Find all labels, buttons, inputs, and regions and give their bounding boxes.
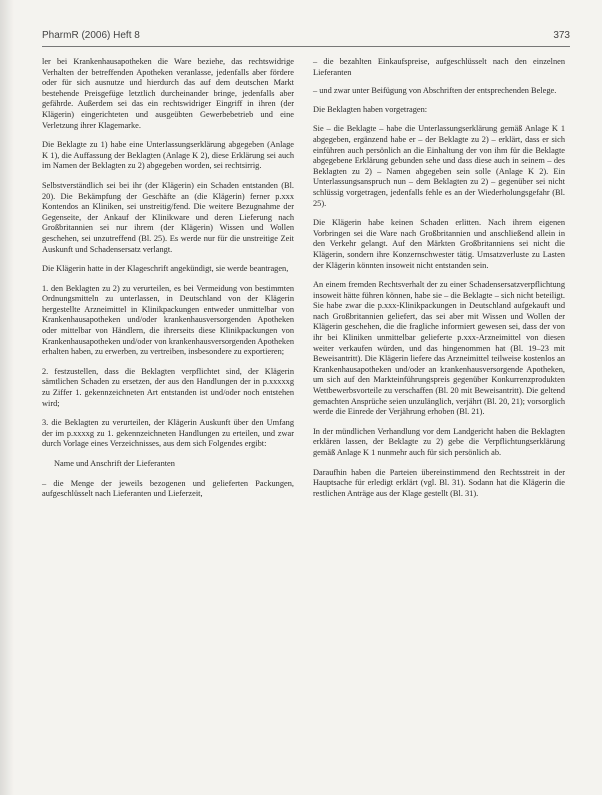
scan-edge-shadow [0,0,14,795]
paragraph: Daraufhin haben die Parteien übereinstimmend den Rechtsstreit in der Hauptsache für erledigt erklärt (vgl. Bl. 31). Sodann hat die Klägerin die restlichen Anträge aus der Klage gestellt (Bl. 31). [313,467,565,498]
claim-item-2: 2. festzustellen, dass die Beklagten verpflichtet sind, der Klägerin sämtlichen Schaden zu ersetzen, der aus den Handlungen der in p.xxxxxg zu Ziffer 1. gekennzeichneten Art entstanden ist und/oder noch entstehen wird; [42,366,294,408]
paragraph: Die Beklagte zu 1) habe eine Unterlassungserklärung abgegeben (Anlage K 1), die Auffassung der Beklagten (Anlage K 2), diese Erklärung sei auch im Namen der Beklagten zu 2) abgegeben worden, sei rechtsirrig. [42,140,294,171]
paragraph: Sie – die Beklagte – habe die Unterlassungserklärung gemäß Anlage K 1 abgegeben, ergänzend habe er – der Beklagte zu 2) – erklärt, dass er sich einführen auch persönlich an die Einhaltung der von ihm für die Beklagte abgegebene Erklärung gebunden sehe und dass diese auch in seinem – des Beklagten zu 2) – Namen abgegeben sein solle (Anlage K 2). Ein Unterlassungsanspruch nun – dem Beklagten zu 2) – gegenüber sei nicht schlüssig vorgetragen, jedenfalls fehle es an der Wiederholungsgefahr (Bl. 25). [313,124,565,208]
paragraph: An einem fremden Rechtsverhalt der zu einer Schadensersatzverpflichtung insoweit hätte führen können, habe sie – die Beklagte – sich nicht beteiligt. Sie habe zwar die p.xxx-Klinikpackungen in Deutschland aufgekauft und nach Großbritannien geliefert, das sei aber mit Wissen und Wollen der Klägerin geschehen, die die fragliche informiert gewesen sei, dass der von ihr bei Kliniken unmittelbar gelieferte p.xxx-Arzneimittel von diesen weiter verkaufen würden, und das hingenommen hat (Bl. 19–23 mit Beweisantritt). Die Klägerin liefere das Arzneimittel teilweise kostenlos an Krankenhausapotheken und/oder an krankenhausversorgende Apotheken, um sich auf den Markteinführungspreis gegenüber Konkurrenzprodukten Wettbewerbsvorteile zu verschaffen (Bl. 20 mit Beweisantritt). Die geltend gemachten Ansprüche seien unzulänglich, verjährt (Bl. 20, 21); vorsorglich werde die Einrede der Verjährung erhoben (Bl. 21). [313,280,565,417]
dash-item: – die Menge der jeweils bezogenen und gelieferten Packungen, aufgeschlüsselt nach Lieferanten und Lieferzeit, [42,478,294,499]
claim-item-3: 3. die Beklagten zu verurteilen, der Klägerin Auskunft über den Umfang der im p.xxxxg zu 1. gekennzeichneten Handlungen zu erteilen, und zwar durch Vorlage eines Verzeichnisses, aus dem sich Folgendes ergibt: [42,418,294,449]
page-header [42,30,570,46]
paragraph: ler bei Krankenhausapotheken die Ware beziehe, das rechtswidrige Verhalten der betreffenden Apotheken veranlasse, jedenfalls aber fördere oder für sich ausnutze und hierdurch das auf dem deutschen Markt bestehende Preisgefüge letztlich durcheinander bringe, jedenfalls aber gefährde. Außerdem sei das ein rechtswidriger Eingriff in ihren (der Klägerin) eingerichteten und ausgeübten Gewerbebetrieb und eine Verletzung ihrer Klagemarke. [42,57,294,130]
paragraph: Die Klägerin habe keinen Schaden erlitten. Nach ihrem eigenen Vorbringen sei die Ware nach Großbritannien und anschließend allein in den Verkehr gelangt. Auf den Märkten Großbritanniens sei nicht die Klägerin, sondern ihre Konzernschwester tätig. Umsatzverluste zu Lasten der Klägerin könnten insoweit nicht entstanden sein. [313,218,565,270]
paragraph: Die Beklagten haben vorgetragen: [313,104,428,114]
paragraph: Die Klägerin hatte in der Klageschrift angekündigt, sie werde beantragen, [42,264,289,274]
header-rule [42,46,570,47]
left-column [42,57,294,508]
right-column [313,57,565,508]
list-heading: Name und Anschrift der Lieferanten [54,459,175,468]
paragraph: Selbstverständlich sei bei ihr (der Klägerin) ein Schaden entstanden (Bl. 20). Die Bekämpfung der Geschäfte an (die Klägerin) ferner p.xxx Kontendos an Kliniken, sei unstreitig/fend. Die weitere Bezugnahme der Gegenseite, der Ankauf der Klinikware und deren Lieferung nach Großbritannien sei nur ihrem (der Klägerin) Wissen und Wollen geschehen, sei unzutreffend (Bl. 25). Es werde nur für die unstreitige Zeit Auskunft und Schadensersatz verlangt. [42,180,294,254]
dash-item: – die bezahlten Einkaufspreise, aufgeschlüsselt nach den einzelnen Lieferanten [313,57,565,77]
claim-item-1: 1. den Beklagten zu 2) zu verurteilen, es bei Vermeidung von bestimmten Ordnungsmitteln zu unterlassen, in Deutschland von der Klägerin hergestellte Arzneimittel in Klinikpackungen entweder unmittelbar von Krankenhausapotheken und/oder krankenhausversorgenden Apotheken oder mittelbar von Händlern, die ihrerseits diese Klinikpackungen von Krankenhausapotheken und/oder von krankenhausversorgenden Apotheken erhalten haben, zu erwerben, zu vertreiben, insbesondere zu exportieren; [42,283,294,357]
dash-item: – und zwar unter Beifügung von Abschriften der entsprechenden Belege. [313,86,557,96]
journal-title: PharmR (2006) Heft 8 [42,30,140,41]
page-number: 373 [553,30,570,41]
paragraph: In der mündlichen Verhandlung vor dem Landgericht haben die Beklagten erklären lassen, der Beklagte zu 2) gebe die Verpflichtungserklärung gemäß Anlage K 1 nunmehr auch für sich persönlich ab. [313,426,565,457]
